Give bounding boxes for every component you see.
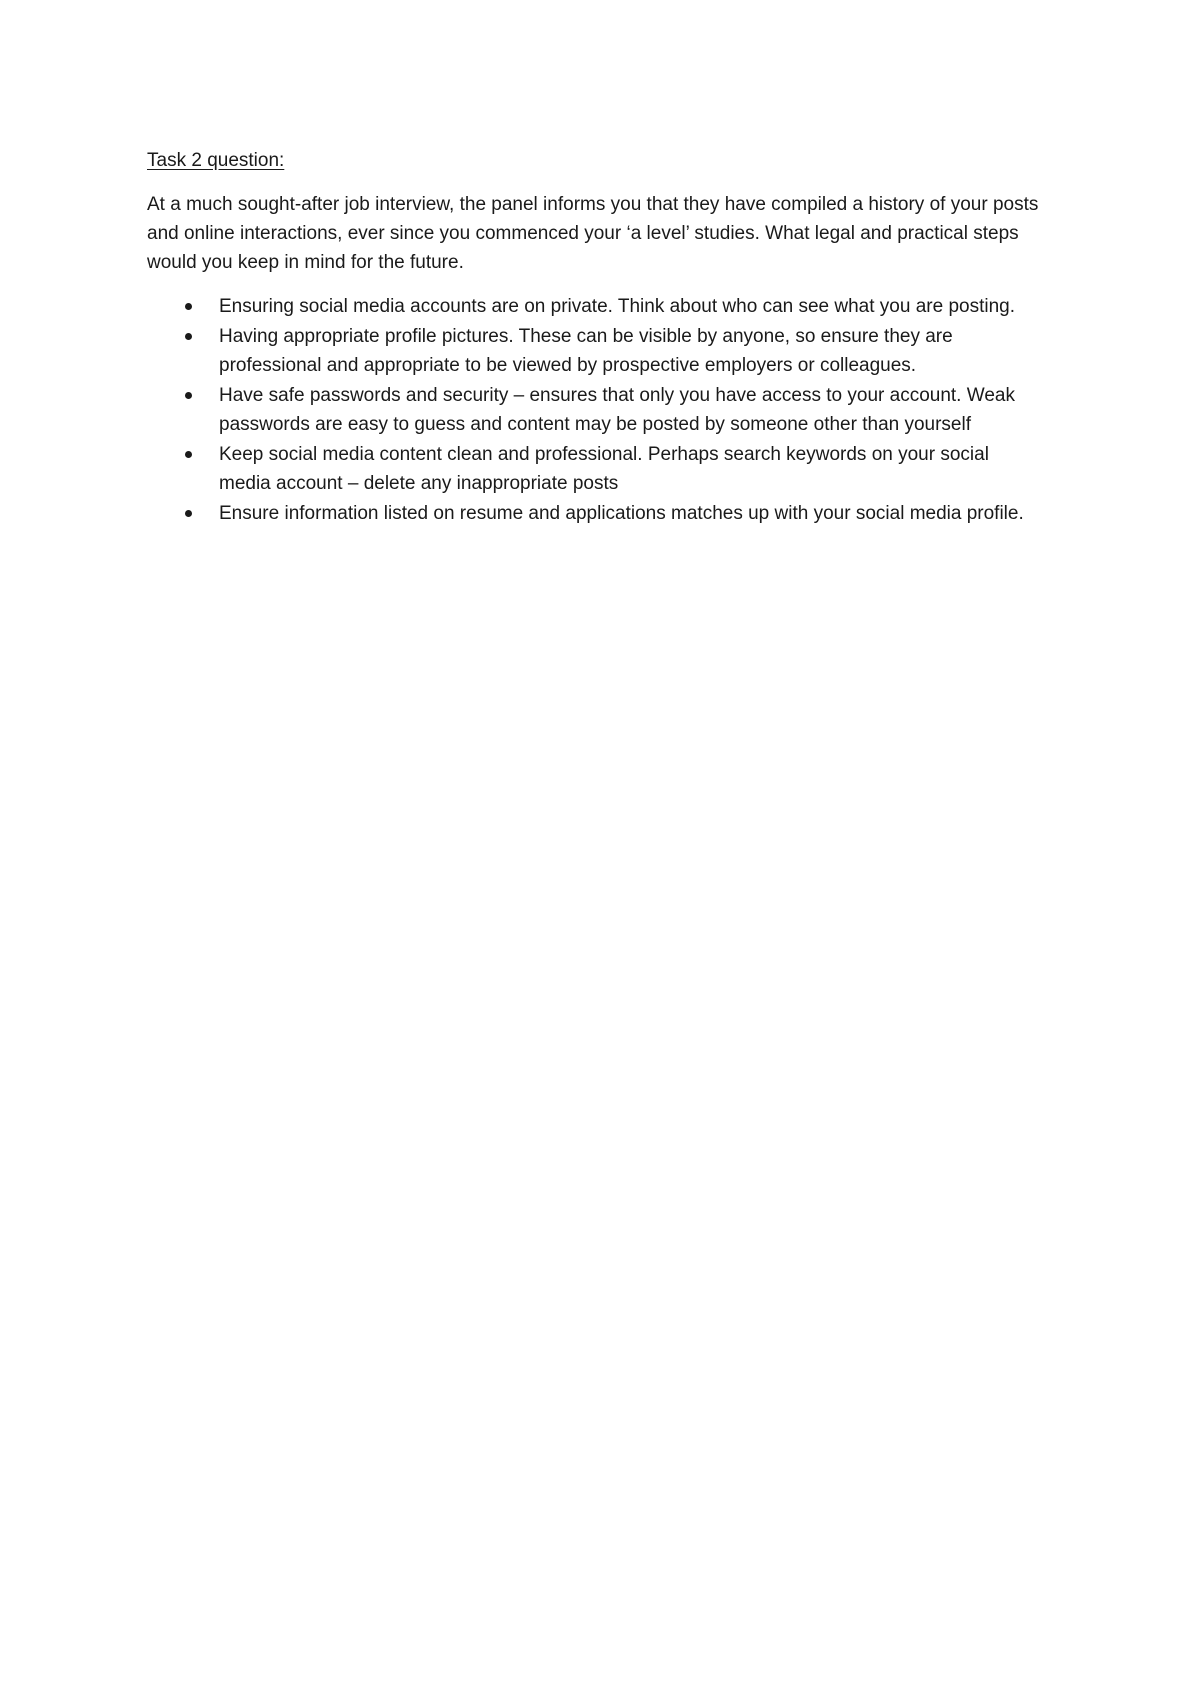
bullet-icon	[185, 451, 192, 458]
list-item	[147, 440, 1029, 499]
list-item	[147, 381, 1029, 440]
list-item	[147, 322, 1029, 381]
list-item-text: Have safe passwords and security – ensures that only you have access to your account. Weak passwords are easy to guess and content may be posted by someone other than yourself	[219, 384, 1015, 435]
answer-bullet-list	[147, 292, 1077, 528]
list-item-text: Having appropriate profile pictures. These can be visible by anyone, so ensure they are professional and appropriate to be viewed by prospective employers or colleagues.	[219, 325, 953, 376]
document-content	[147, 146, 1077, 528]
task-heading: Task 2 question:	[147, 150, 285, 171]
list-item-text: Ensure information listed on resume and applications matches up with your social media profile.	[219, 502, 1024, 524]
list-item-text: Keep social media content clean and professional. Perhaps search keywords on your social media account – delete any inappropriate posts	[219, 443, 989, 494]
list-item	[147, 292, 1029, 322]
bullet-icon	[185, 510, 192, 517]
list-item	[147, 499, 1029, 529]
bullet-icon	[185, 392, 192, 399]
list-item-text: Ensuring social media accounts are on private. Think about who can see what you are posting.	[219, 296, 1016, 317]
bullet-icon	[185, 333, 192, 340]
bullet-icon	[185, 303, 192, 310]
question-paragraph: At a much sought-after job interview, the panel informs you that they have compiled a history of your posts and online interactions, ever since you commenced your ‘a level’ studies. What legal and practical steps would you keep in mind for the future.	[147, 194, 1039, 273]
